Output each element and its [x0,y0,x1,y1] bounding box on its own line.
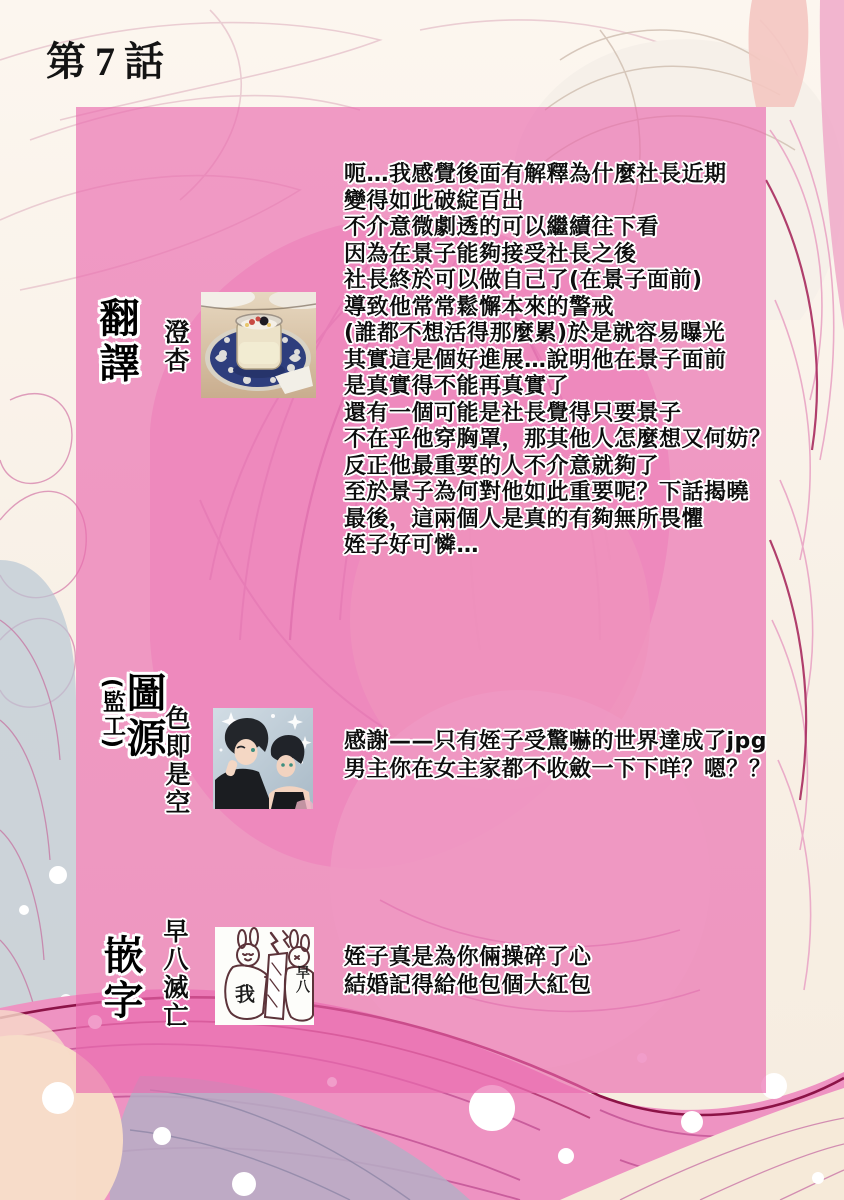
dessert-photo-icon [201,292,316,398]
note-line: 至於景子為何對他如此重要呢？下話揭曉 [344,480,750,505]
rabbit-label-left: 我 [235,982,255,1006]
anime-duo-icon [213,708,313,809]
translator-avatar [201,292,316,398]
skin-strip [749,0,809,107]
role-label-typesetter: 嵌字 [97,934,143,1024]
source-name: 色即是空 [162,705,191,817]
rabbit-meme-icon [215,927,314,1025]
role-label-translator: 翻譯 [93,297,139,387]
note-line: 男主你在女主家都不收斂一下下咩？嗯？？ [344,756,772,782]
note-line: 不在乎他穿胸罩，那其他人怎麼想又何妨？ [344,427,772,452]
note-line: 感謝——只有姪子受驚嚇的世界達成了jpg [344,729,768,754]
note-line: 還有一個可能是社長覺得只要景子 [344,400,682,426]
blue-cloth [0,560,76,1044]
source-avatar [213,708,313,809]
note-line: 姪子好可憐… [344,533,480,558]
typesetter-notes [344,944,592,999]
role-label-source [99,672,166,762]
source-notes [344,728,772,783]
rabbit-label-right: 早八 [294,965,310,993]
typesetter-name: 早八滅亡 [160,918,189,1030]
note-line: 不介意微劇透的可以繼續往下看 [344,215,660,240]
credits-overlay [76,107,772,1093]
note-line: 結婚記得給他包個大紅包 [344,972,592,998]
note-line: 反正他最重要的人不介意就夠了 [344,453,660,479]
note-line: (誰都不想活得那麼累)於是就容易曝光 [344,321,726,346]
note-line: 因為在景子能夠接受社長之後 [344,241,637,267]
typesetter-avatar [215,927,314,1025]
role-label-source-suffix: (監工) [99,678,125,750]
translator-name: 澄杏 [161,319,190,375]
note-line: 導致他常常鬆懈本來的警戒 [344,294,615,320]
translator-notes [344,162,772,560]
note-line: 呃…我感覺後面有解釋為什麼社長近期 [344,162,727,187]
note-line: 變得如此破綻百出 [344,188,525,214]
note-line: 姪子真是為你倆操碎了心 [344,945,592,970]
role-label-source-text: 圖源 [120,672,166,762]
note-line: 是真實得不能再真實了 [344,374,570,399]
note-line: 最後，這兩個人是真的有夠無所畏懼 [344,506,705,532]
episode-title: 第7話 [46,39,173,84]
note-line: 其實這是個好進展…說明他在景子面前 [344,347,727,373]
note-line: 社長終於可以做自己了(在景子面前) [344,268,703,293]
